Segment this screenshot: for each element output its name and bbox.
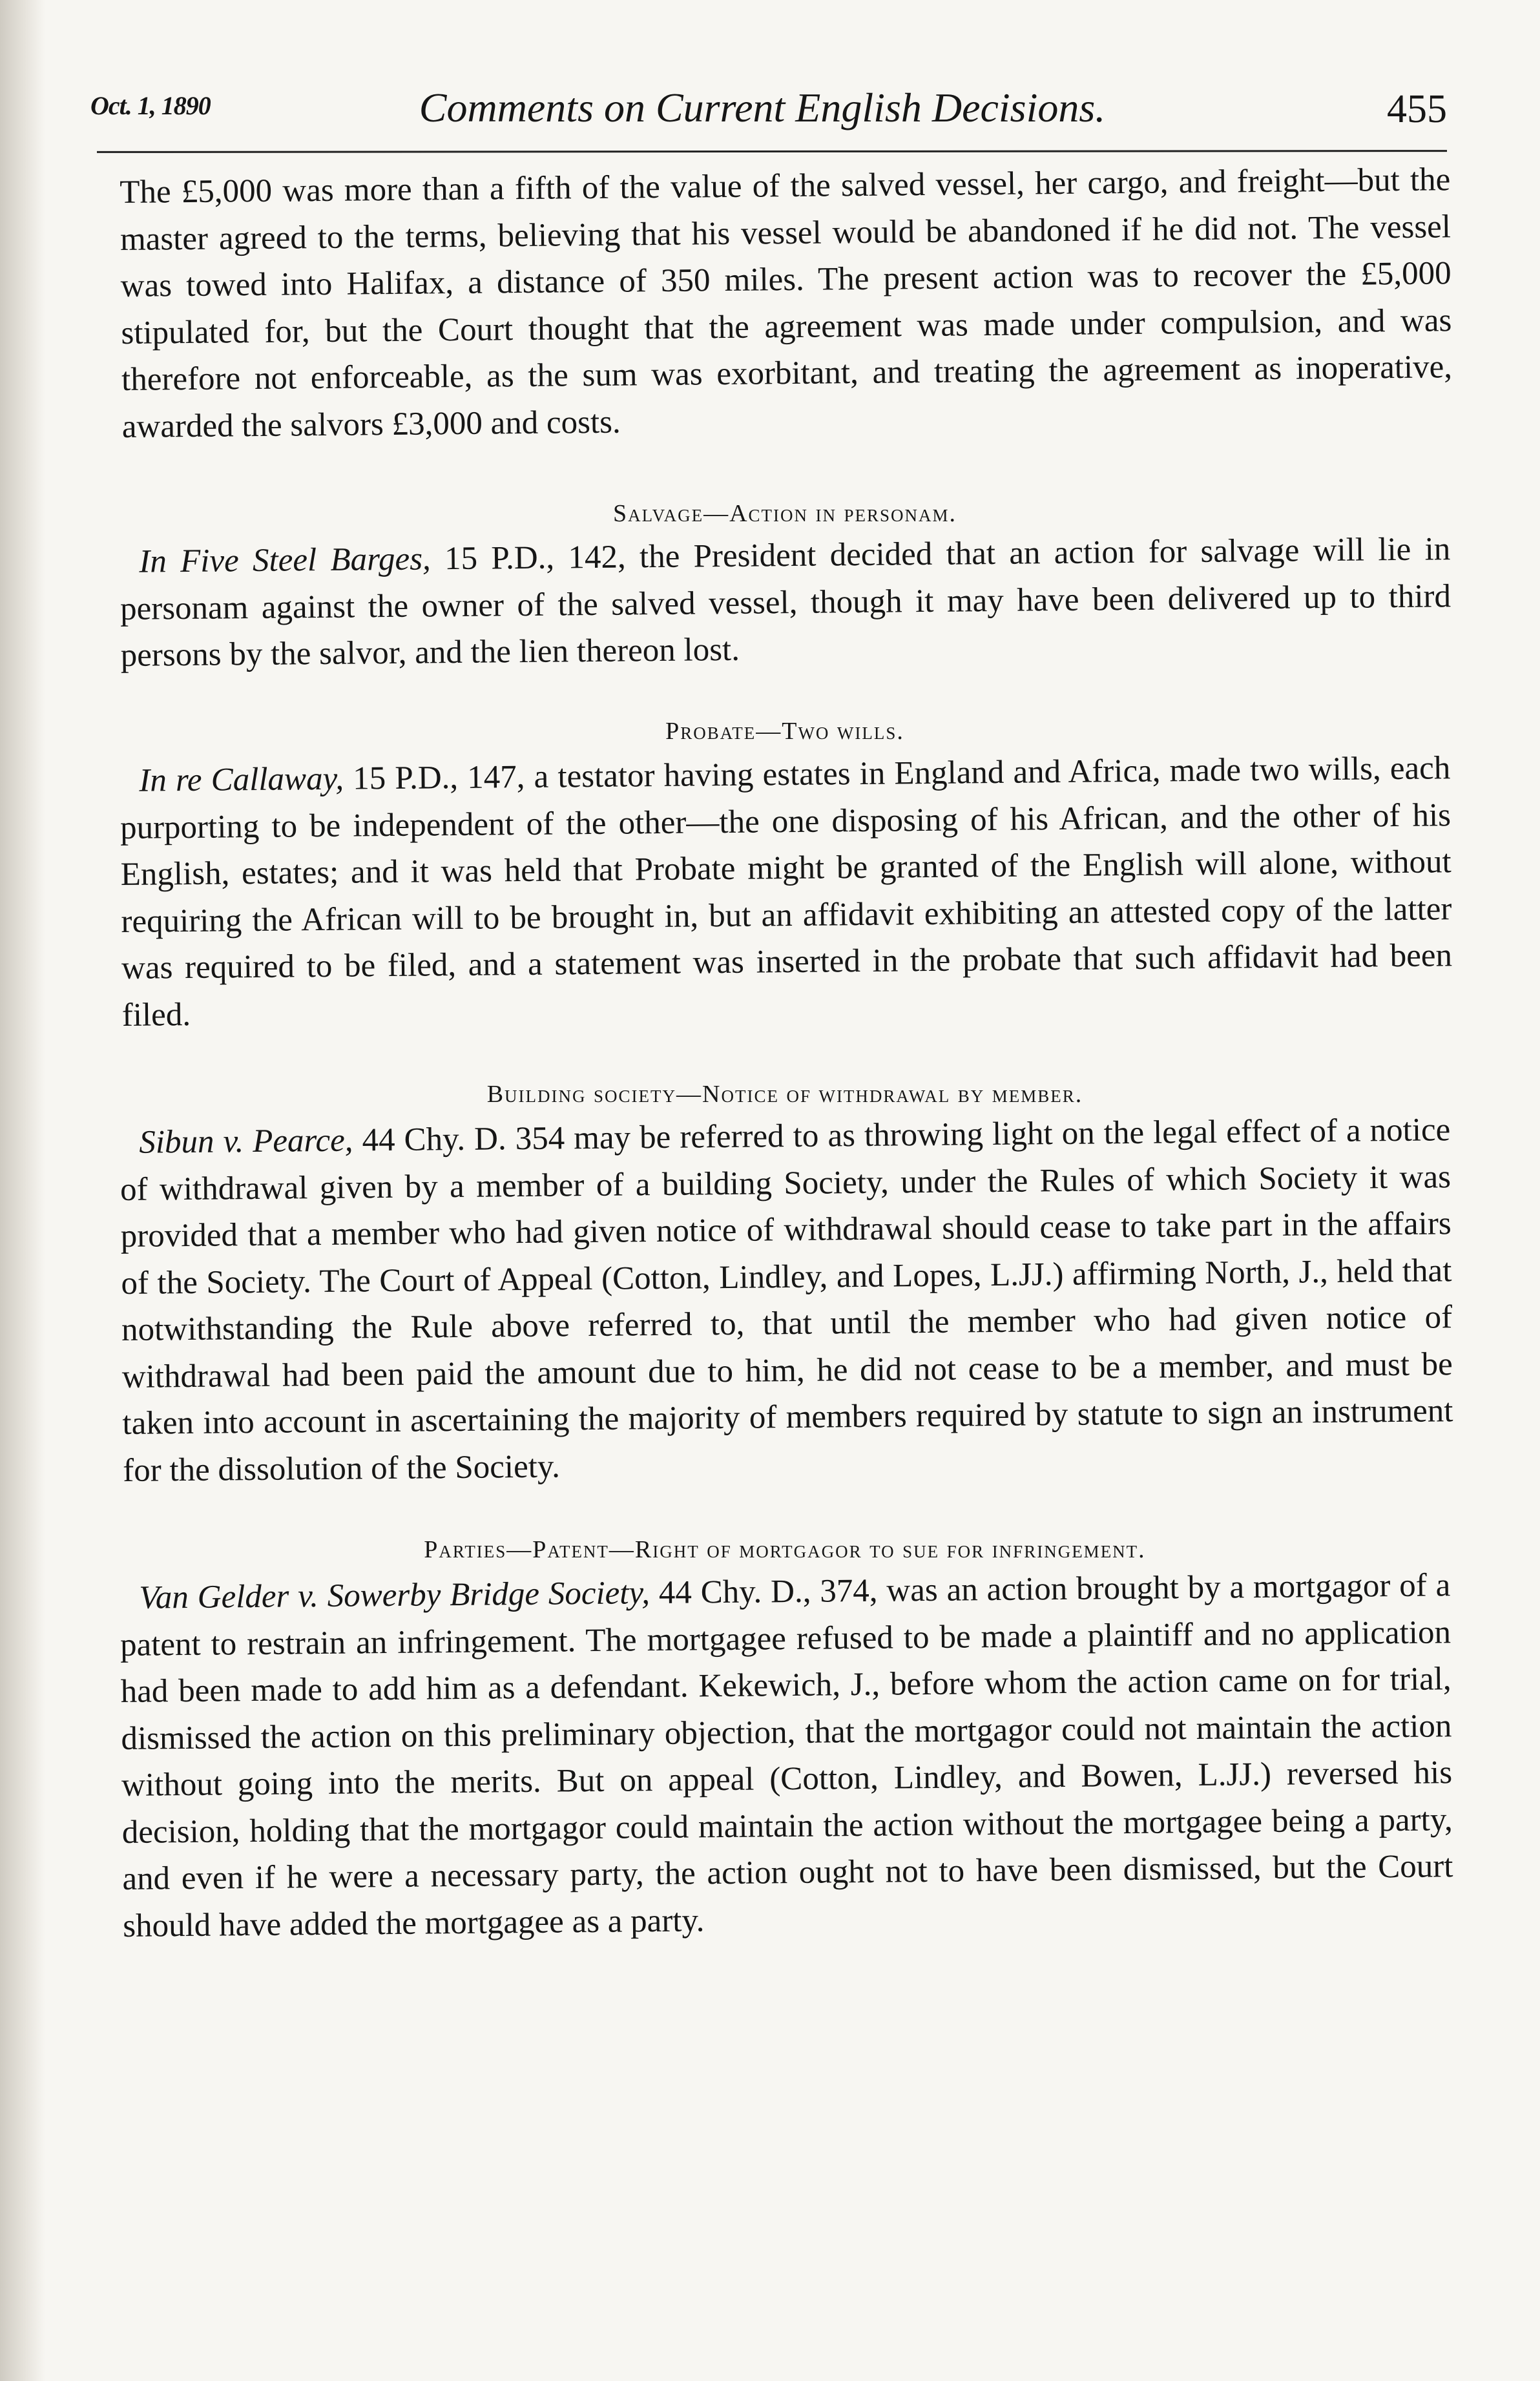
section-heading-parties: Parties—Patent—Right of mortgagor to sue for infringement. [424, 1535, 1146, 1563]
paragraph-text: 44 Chy. D. 354 may be referred to as throwing light on the legal effect of a notice of withdrawal given by a member of a building Society, under the Rules of which Society it was provided that a member who had given notice of withdrawal should cease to take part in the affairs of the Society. The Court of Appeal (Cotton, Lindley, and Lopes, L.JJ.) affirming North, J., held that notwithstanding the Rule above referred to, that until the member who had given notice of withdrawal had been paid the amount due to him, he did not cease to be a member, and must be taken into account in ascertaining the majority of members required by statute to sign an instrument for the dissolution of the Society. [120, 1111, 1453, 1488]
paragraph-van-gelder [120, 1562, 1453, 1950]
section-heading-salvage: Salvage—Action in personam. [612, 500, 957, 527]
header-date: Oct. 1, 1890 [90, 91, 211, 120]
paragraph-text: 15 P.D., 142, the President decided that an action for salvage will lie in personam against the owner of the salved vessel, though it may have been delivered up to third persons by the salvor, and the lien thereon lost. [120, 531, 1452, 674]
header-rule [97, 150, 1447, 153]
paragraph-text: 15 P.D., 147, a testator having estates in England and Africa, made two wills, each purporting to be independent of the other—the one disposing of his African, and the other of his English, estates; and it was held that Probate might be granted of the English will alone, without requiring the African will to be brought in, but an affidavit exhibiting an attested copy of the latter was required to be filed, and a statement was inserted in the probate that such affidavit had been filed. [120, 749, 1453, 1033]
body-text [120, 161, 1453, 1950]
case-name: In Five Steel Barges, [139, 541, 432, 580]
paragraph-sibun-v-pearce [120, 1107, 1453, 1494]
running-title: Comments on Current English Decisions. [419, 85, 1106, 130]
page-gutter-shadow [0, 0, 45, 2381]
case-name: Sibun v. Pearce, [139, 1122, 353, 1161]
case-name: Van Gelder v. Sowerby Bridge Society, [139, 1574, 650, 1616]
paragraph-callaway [120, 745, 1453, 1039]
page-number: 455 [1387, 87, 1447, 131]
paragraph-text: 44 Chy. D., 374, was an action brought by a mortgagor of a patent to restrain an infringement. The mortgagee refused to be made a plaintiff and no application had been made to add him as a defendant. Kekewich, J., before whom the action came on for trial, dismissed the action on this preliminary objection, that the mortgagor could not maintain the action without going into the merits. But on appeal (Cotton, Lindley, and Bowen, L.JJ.) reversed his decision, holding that the mortgagor could maintain the action without the mortgagee being a party, and even if he were a necessary party, the action ought not to have been dismissed, but the Court should have added the mortgagee as a party. [120, 1566, 1453, 1944]
paragraph-five-steel-barges [120, 526, 1452, 679]
paragraph-salvage-continued [120, 156, 1453, 450]
page-header [90, 78, 1447, 149]
case-name: In re Callaway, [139, 760, 344, 799]
section-heading-probate: Probate—Two wills. [665, 717, 904, 745]
paragraph-text: The £5,000 was more than a fifth of the value of the salved vessel, her cargo, and freight—but the master agreed to the terms, believing that his vessel would be abandoned if he did not. The vessel was towed into Halifax, a distance of 350 miles. The present action was to recover the £5,000 stipulated for, but the Court thought that the agreement was made under compulsion, and was therefore not enforceable, as the sum was exorbitant, and treating the agreement as inoperative, awarded the salvors £3,000 and costs. [120, 161, 1453, 445]
section-heading-building-society: Building society—Notice of withdrawal by member. [486, 1080, 1083, 1108]
